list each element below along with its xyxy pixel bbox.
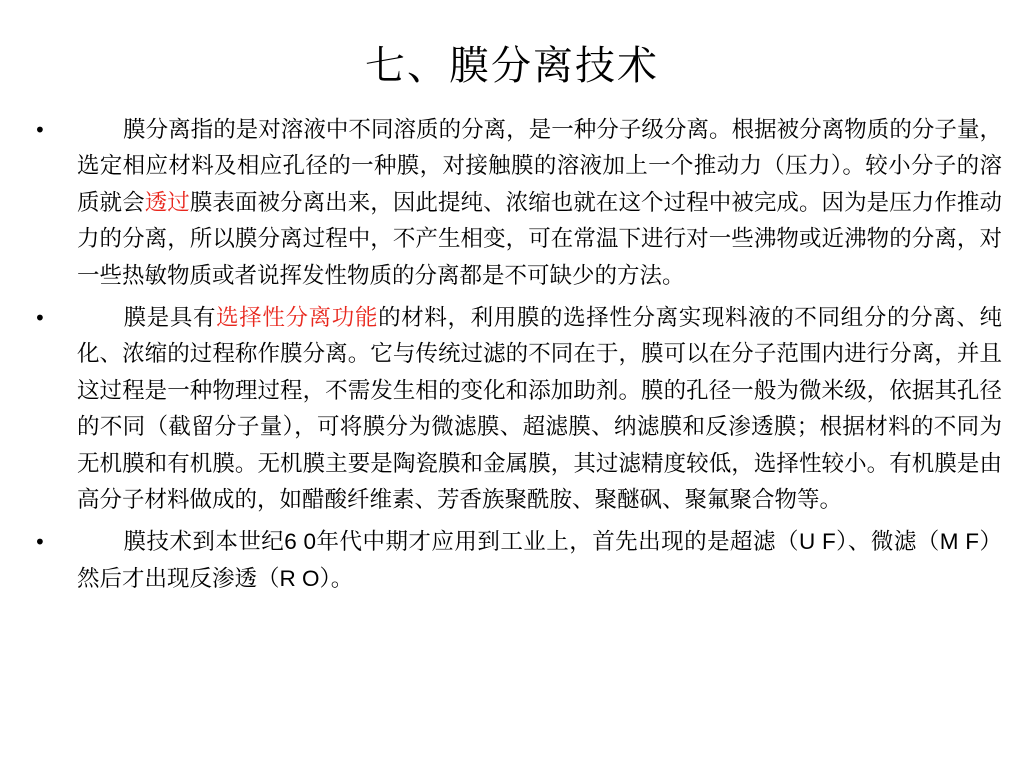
- abbr-mf: M F: [939, 529, 979, 555]
- bullet-list: [34, 112, 1002, 603]
- paragraph-text: 年代中期才应用到工业上，首先出现的是超滤（: [316, 529, 799, 556]
- bullet-icon: •: [34, 118, 46, 142]
- paragraph-text: 的材料，利用膜的选择性分离实现料液的不同组分的分离、纯化、浓缩的过程称作膜分离。它与传统过滤的不同在于，膜可以在分子范围内进行分离，并且这过程是一种物理过程，不需发生相的变化和添加助剂。膜的孔径一般为微米级，依据其孔径的不同（截留分子量），可将膜分为微滤膜、超滤膜、纳滤膜和反渗透膜；根据材料的不同为无机膜和有机膜。无机膜主要是陶瓷膜和金属膜，其过滤精度较低，选择性较小。有机膜是由高分子材料做成的，如醋酸纤维素、芳香族聚酰胺、聚醚砜、聚氟聚合物等。: [77, 305, 1002, 514]
- highlighted-term: 透过: [144, 189, 190, 216]
- paragraph-text: ）然后才出现反渗透（: [77, 529, 1002, 592]
- bullet-paragraph-membrane-history: [34, 524, 1002, 597]
- abbr-ro: R O: [279, 565, 320, 591]
- paragraph-text: 膜是具有: [123, 305, 217, 332]
- paragraph-text: 膜分离指的是对溶液中不同溶质的分离，是一种分子级分离。根据被分离物质的分子量，选定相应材料及相应孔径的一种膜，对接触膜的溶液加上一个推动力（压力）。较小分子的溶质就会: [77, 117, 1002, 216]
- bullet-paragraph-membrane-definition: [34, 112, 1002, 294]
- bullet-icon: •: [34, 306, 46, 331]
- paragraph-text: ）、微滤（: [835, 529, 940, 556]
- highlighted-term: 选择性分离功能: [216, 305, 379, 332]
- bullet-icon: •: [34, 530, 46, 555]
- bullet-paragraph-membrane-materials: [34, 300, 1002, 518]
- paragraph-text: 膜技术到本世纪: [123, 529, 285, 556]
- paragraph-text: ）。: [319, 565, 354, 592]
- paragraph-text: 膜表面被分离出来，因此提纯、浓缩也就在这个过程中被完成。因为是压力作推动力的分离，所以膜分离过程中，不产生相变，可在常温下进行对一些沸物或近沸物的分离，对一些热敏物质或者说挥发性物质的分离都是不可缺少的方法。: [77, 189, 1002, 289]
- abbr-uf: U F: [798, 529, 836, 555]
- slide-title: 七、膜分离技术: [365, 43, 659, 89]
- decade-number: 6 0: [284, 529, 317, 555]
